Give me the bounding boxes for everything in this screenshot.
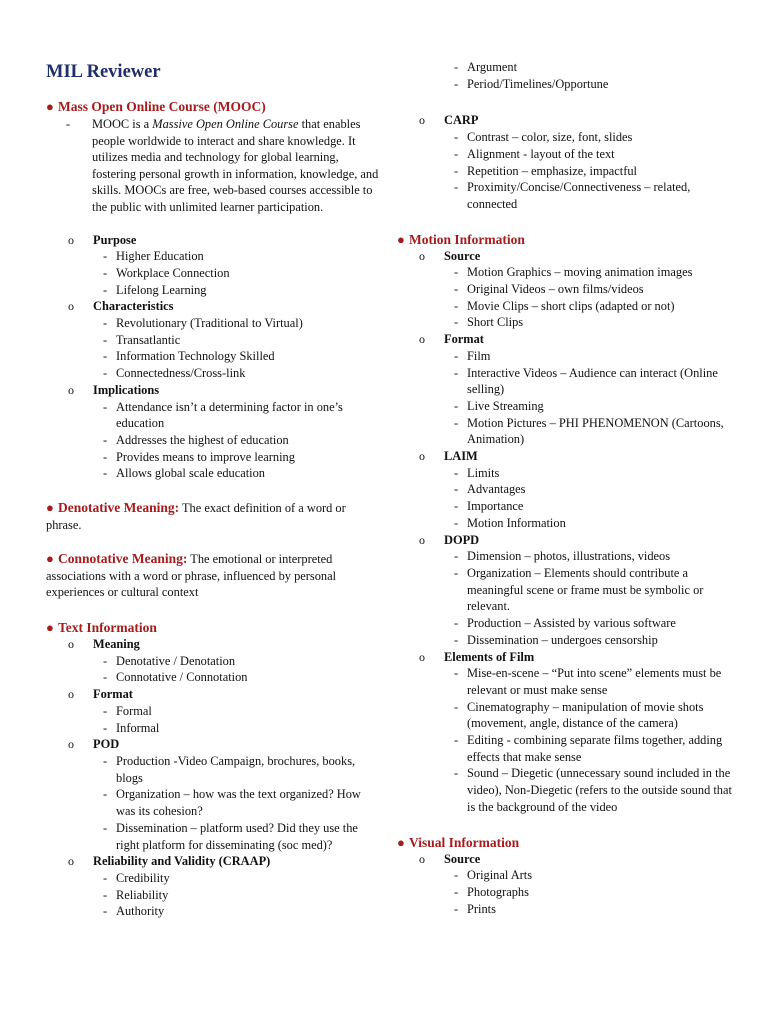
list-item — [454, 179, 742, 212]
dash-marker: - — [454, 766, 459, 781]
subheading — [419, 448, 742, 465]
list-item-text: Mise-en-scene – “Put into scene” elements must be relevant or must make sense — [467, 666, 722, 697]
list-item — [103, 315, 380, 332]
list-item-text: Argument — [467, 60, 518, 74]
circle-bullet-icon: o — [419, 649, 425, 664]
list-item-text: Addresses the highest of education — [116, 433, 289, 447]
dash-marker: - — [454, 901, 459, 916]
list-item-text: Alignment - layout of the text — [467, 146, 615, 161]
list-item-text: Interactive Videos – Audience can interact (Online selling) — [467, 365, 718, 397]
dash-marker: - — [103, 433, 108, 447]
circle-bullet-icon: o — [419, 532, 425, 547]
dash-marker: - — [103, 653, 108, 668]
circle-bullet-icon: o — [68, 687, 74, 702]
item-list — [454, 264, 742, 331]
list-item-text: Live Streaming — [467, 398, 544, 413]
dash-marker: - — [454, 565, 459, 580]
subheading — [419, 851, 742, 868]
circle-bullet-icon: o — [419, 332, 425, 347]
dash-marker: - — [103, 316, 108, 331]
dash-marker: - — [454, 699, 459, 714]
dash-marker: - — [103, 787, 108, 802]
list-item-text: Repetition – emphasize, impactful — [467, 163, 637, 178]
list-item-text: Motion Pictures – PHI PHENOMENON (Cartoons, Animation) — [467, 415, 724, 447]
item-list — [103, 399, 380, 483]
list-item-text: Movie Clips – short clips (adapted or not) — [467, 298, 675, 313]
subheading — [419, 649, 742, 666]
list-item-text: Attendance isn’t a determining factor in one’s education — [116, 399, 343, 431]
list-item — [454, 348, 742, 365]
list-item — [454, 163, 742, 180]
list-item-text: Transatlantic — [116, 332, 181, 347]
list-item — [103, 248, 380, 265]
dash-marker: - — [103, 399, 108, 414]
list-item-text: Importance — [467, 499, 524, 514]
subheading-text: Format — [93, 687, 133, 702]
subheading-text: Purpose — [93, 232, 137, 247]
dash-marker: - — [103, 332, 108, 347]
list-item-text: Dissemination – undergoes censorship — [467, 632, 658, 647]
list-item — [103, 282, 380, 299]
document-title: MIL Reviewer — [46, 62, 161, 82]
heading-text: Motion Information — [409, 231, 525, 247]
dash-marker: - — [103, 449, 108, 464]
list-item — [454, 867, 742, 884]
dash-marker: - — [454, 163, 459, 178]
list-item — [454, 632, 742, 649]
item-list — [103, 753, 380, 853]
carp-block — [419, 112, 742, 212]
list-item — [454, 565, 742, 615]
list-item — [454, 76, 742, 93]
list-item — [103, 265, 380, 282]
subheading-text: Reliability and Validity (CRAAP) — [93, 854, 271, 869]
continued-items — [454, 59, 742, 92]
section-heading-visual-information — [397, 834, 742, 851]
list-item-text: Sound – Diegetic (unnecessary sound included in the video), Non-Diegetic (refers to the outside sound that is the background of the video — [467, 766, 732, 814]
list-item — [103, 820, 380, 853]
dash-marker: - — [454, 632, 459, 647]
dash-marker: - — [103, 366, 108, 381]
heading-text: Visual Information — [409, 834, 520, 850]
subheading-text: CARP — [444, 113, 479, 128]
list-item — [454, 415, 742, 448]
dash-marker: - — [103, 870, 108, 885]
bullet-icon: ● — [46, 99, 54, 114]
list-item — [454, 264, 742, 281]
sub-list — [419, 851, 742, 918]
dash-marker: - — [103, 904, 108, 919]
list-item-text: Period/Timelines/Opportune — [467, 76, 609, 91]
bullet-icon: ● — [46, 500, 54, 516]
dash-marker: - — [454, 884, 459, 899]
dash-marker: - — [103, 466, 108, 481]
denotative-heading: Denotative Meaning: — [58, 500, 180, 516]
subheading — [419, 248, 742, 265]
item-list — [454, 867, 742, 917]
subheading — [68, 382, 380, 399]
list-item-text: Original Videos – own films/videos — [467, 282, 644, 297]
bullet-icon: ● — [397, 231, 405, 247]
dash-marker: - — [454, 315, 459, 330]
list-item — [454, 732, 742, 765]
list-item-text: Revolutionary (Traditional to Virtual) — [116, 316, 303, 331]
list-item-text: Connectedness/Cross-link — [116, 366, 246, 381]
subheading-text: POD — [93, 737, 120, 752]
circle-bullet-icon: o — [68, 737, 74, 752]
subheading-text: Format — [444, 332, 484, 347]
dash-marker: - — [454, 549, 459, 564]
section-heading-mooc — [46, 98, 380, 115]
dash-marker: - — [103, 670, 108, 685]
connotative-paragraph — [46, 551, 380, 601]
heading-text: Mass Open Online Course (MOOC) — [58, 99, 266, 114]
list-item-text: Denotative / Denotation — [116, 653, 236, 668]
list-item-text: Lifelong Learning — [116, 282, 207, 297]
item-list — [103, 315, 380, 382]
section-visual-information — [397, 834, 742, 918]
subheading — [68, 298, 380, 315]
subheading-text: Implications — [93, 382, 160, 397]
list-item-text: Cinematography – manipulation of movie shots (movement, angle, distance of the camera) — [467, 699, 704, 731]
circle-bullet-icon: o — [419, 449, 425, 464]
dash-marker: - — [454, 465, 459, 480]
list-item-text: Advantages — [467, 482, 526, 497]
list-item — [454, 398, 742, 415]
desc-pre: MOOC is a — [92, 117, 153, 131]
dash-marker: - — [454, 733, 459, 748]
mooc-description-text — [92, 116, 380, 216]
dash-marker: - — [454, 146, 459, 161]
dash-marker: - — [103, 887, 108, 902]
item-list — [103, 653, 380, 686]
dash-marker: - — [454, 282, 459, 297]
subheading — [68, 736, 380, 753]
list-item-text: Production – Assisted by various software — [467, 616, 676, 631]
sub-list — [68, 636, 380, 920]
dash-marker: - — [454, 180, 459, 195]
list-item — [454, 298, 742, 315]
dash-marker: - — [454, 499, 459, 514]
list-item — [103, 753, 380, 786]
subheading — [419, 331, 742, 348]
item-list — [454, 129, 742, 213]
section-heading-motion-information — [397, 231, 742, 248]
list-item-text: Informal — [116, 720, 160, 735]
dash-marker: - — [454, 130, 459, 145]
circle-bullet-icon: o — [68, 382, 74, 397]
list-item-text: Motion Information — [467, 515, 566, 530]
list-item — [454, 498, 742, 515]
section-heading-text-information — [46, 619, 380, 636]
mooc-description — [66, 116, 380, 216]
list-item — [103, 870, 380, 887]
list-item-text: Limits — [467, 465, 500, 480]
list-item — [103, 786, 380, 819]
circle-bullet-icon: o — [419, 248, 425, 263]
list-item-text: Credibility — [116, 870, 170, 885]
dash-marker: - — [103, 349, 108, 364]
subheading-text: Source — [444, 248, 481, 263]
list-item — [454, 884, 742, 901]
dash-marker: - — [103, 720, 108, 735]
list-item — [103, 669, 380, 686]
list-item — [454, 146, 742, 163]
dash-marker: - — [454, 365, 459, 380]
dash-marker: - — [454, 76, 459, 91]
dash-marker: - — [454, 265, 459, 280]
list-item-text: Formal — [116, 703, 152, 718]
section-motion-information — [397, 231, 742, 816]
list-item — [103, 720, 380, 737]
list-item — [103, 348, 380, 365]
dash-marker: - — [103, 754, 108, 768]
list-item — [103, 903, 380, 920]
list-item-text: Dimension – photos, illustrations, videos — [467, 549, 671, 564]
list-item-text: Film — [467, 348, 491, 363]
bullet-icon: ● — [46, 551, 54, 567]
list-item — [103, 703, 380, 720]
list-item — [103, 465, 380, 482]
section-denotative — [46, 500, 380, 533]
sub-list — [68, 232, 380, 483]
list-item — [454, 365, 742, 398]
subheading-text: Characteristics — [93, 299, 174, 314]
section-connotative — [46, 551, 380, 601]
item-list — [454, 465, 742, 532]
dash-marker: - — [103, 703, 108, 718]
list-item — [454, 699, 742, 732]
list-item — [103, 449, 380, 466]
list-item — [103, 332, 380, 349]
desc-post: that enables people worldwide to interact and share knowledge. It utilizes media and technology for global learning, fostering personal growth in information, knowledge, and skills. MOOCs are free, web-based courses accessible to the public with unlimited learner participation. — [92, 117, 379, 214]
list-item-text: Reliability — [116, 887, 169, 902]
circle-bullet-icon: o — [419, 113, 425, 128]
dash-marker: - — [103, 820, 108, 835]
left-column — [46, 60, 380, 920]
dash-marker: - — [103, 265, 108, 280]
subheading — [68, 853, 380, 870]
list-item — [454, 548, 742, 565]
list-item — [103, 399, 380, 432]
list-item-text: Authority — [116, 904, 165, 919]
dash-marker: - — [454, 515, 459, 530]
list-item — [103, 365, 380, 382]
list-item-text: Allows global scale education — [116, 466, 265, 481]
list-item — [454, 515, 742, 532]
subheading — [68, 686, 380, 703]
item-list — [103, 248, 380, 298]
circle-bullet-icon: o — [68, 854, 74, 869]
list-item — [454, 129, 742, 146]
dash-marker: - — [103, 282, 108, 297]
list-item-text: Photographs — [467, 884, 529, 899]
list-item-text: Higher Education — [116, 249, 204, 264]
dash-marker: - — [454, 398, 459, 413]
list-item — [454, 59, 742, 76]
list-item-text: Short Clips — [467, 315, 524, 330]
list-item — [454, 314, 742, 331]
list-item — [103, 653, 380, 670]
list-item — [454, 665, 742, 698]
list-item-text: Original Arts — [467, 868, 533, 883]
subheading-text: DOPD — [444, 532, 480, 547]
subheading — [68, 636, 380, 653]
list-item — [454, 615, 742, 632]
list-item-text: Production -Video Campaign, brochures, books, blogs — [116, 754, 356, 785]
dash-marker: - — [454, 666, 459, 681]
list-item-text: Motion Graphics – moving animation images — [467, 265, 693, 280]
list-item — [454, 465, 742, 482]
circle-bullet-icon: o — [419, 851, 425, 866]
subheading — [68, 232, 380, 249]
desc-emphasis: Massive Open Online Course — [152, 117, 299, 131]
connotative-text: The emotional or interpreted associations with a word or phrase, influenced by personal experiences or cultural context — [46, 552, 337, 600]
list-item-text: Prints — [467, 901, 496, 916]
right-column — [397, 59, 742, 917]
subheading-text: Elements of Film — [444, 649, 535, 664]
item-list — [454, 348, 742, 448]
section-mooc — [46, 98, 380, 482]
dash-marker: - — [454, 60, 459, 74]
dash-marker: - — [454, 868, 459, 883]
dash-marker: - — [454, 298, 459, 313]
section-text-information — [46, 619, 380, 920]
denotative-paragraph — [46, 500, 380, 533]
bullet-icon: ● — [46, 620, 54, 636]
circle-bullet-icon: o — [68, 232, 74, 247]
subheading-text: Meaning — [93, 637, 140, 652]
list-item-text: Provides means to improve learning — [116, 449, 295, 464]
circle-bullet-icon: o — [68, 637, 74, 652]
connotative-heading: Connotative Meaning: — [58, 551, 188, 567]
circle-bullet-icon: o — [68, 299, 74, 314]
list-item-text: Organization – how was the text organized? How was its cohesion? — [116, 787, 361, 819]
list-item-text: Editing - combining separate films together, adding effects that make sense — [467, 733, 723, 764]
dash-marker: - — [454, 348, 459, 363]
list-item-text: Information Technology Skilled — [116, 349, 275, 364]
list-item-text: Contrast – color, size, font, slides — [467, 130, 633, 145]
dash-marker: - — [454, 415, 459, 430]
list-item — [454, 765, 742, 815]
dash-marker: - — [454, 616, 459, 631]
subheading-text: Source — [444, 851, 481, 866]
list-item-text: Proximity/Concise/Connectiveness – related, connected — [467, 180, 691, 211]
item-list — [103, 703, 380, 736]
list-item-text: Dissemination – platform used? Did they use the right platform for disseminating (soc med)? — [116, 820, 358, 852]
continued-list — [419, 59, 742, 92]
subheading — [419, 532, 742, 549]
item-list — [454, 665, 742, 815]
list-item-text: Connotative / Connotation — [116, 670, 248, 685]
denotative-text: The exact definition of a word or phrase. — [46, 501, 346, 532]
subheading — [419, 112, 742, 129]
list-item-text: Organization – Elements should contribute a meaningful scene or frame must be symbolic or relevant. — [467, 565, 704, 614]
sub-list — [419, 248, 742, 816]
subheading-text: LAIM — [444, 449, 478, 464]
dash-marker: - — [454, 482, 459, 497]
bullet-icon: ● — [397, 834, 405, 850]
dash-marker: - — [66, 117, 71, 131]
list-item — [454, 481, 742, 498]
heading-text: Text Information — [58, 620, 157, 636]
item-list — [103, 870, 380, 920]
list-item — [103, 887, 380, 904]
list-item-text: Workplace Connection — [116, 265, 230, 280]
list-item — [454, 901, 742, 918]
list-item — [103, 432, 380, 449]
item-list — [454, 548, 742, 648]
list-item — [454, 281, 742, 298]
dash-marker: - — [103, 249, 108, 264]
